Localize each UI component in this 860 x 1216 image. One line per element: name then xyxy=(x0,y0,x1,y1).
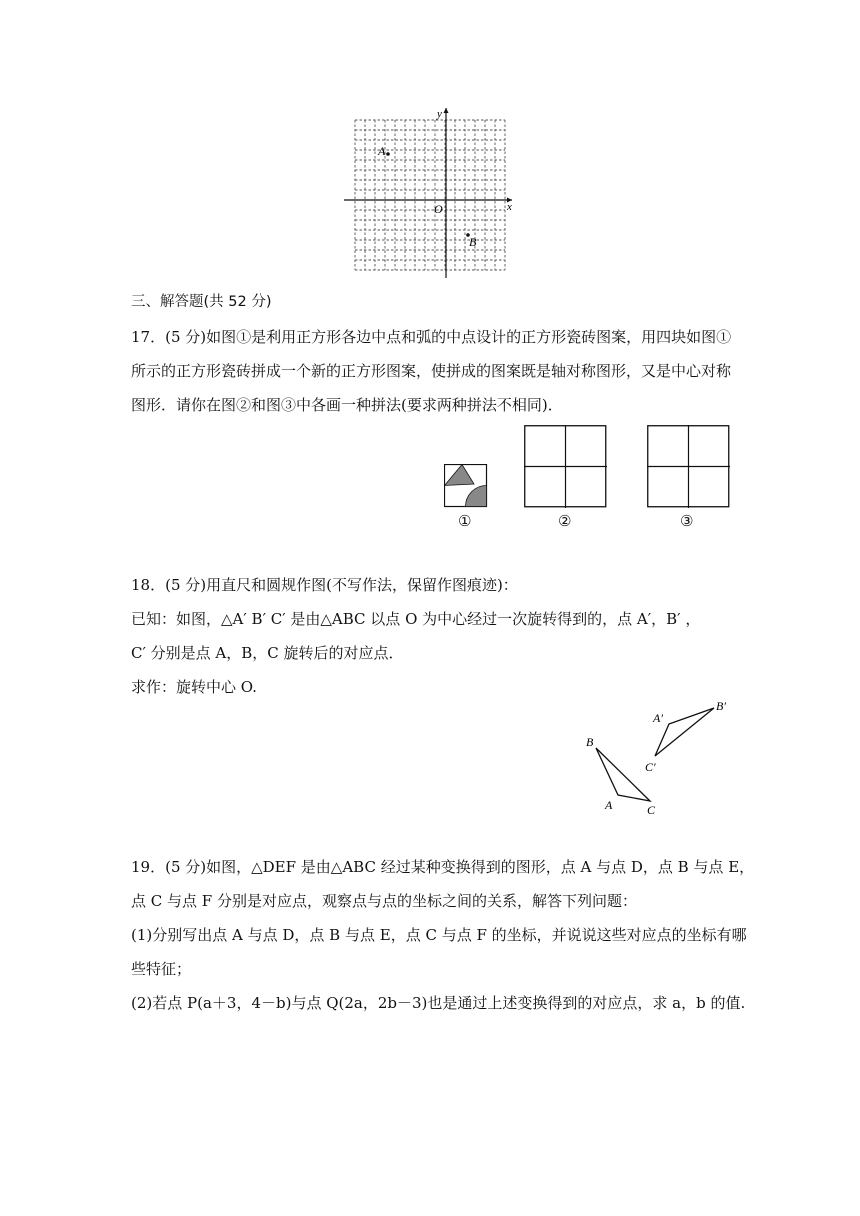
empty-square-figure-3 xyxy=(647,425,730,508)
q18-line-1: 18．(5 分)用直尺和圆规作图(不写作法，保留作图痕迹)： xyxy=(131,576,518,594)
q19-line-1: 19．(5 分)如图，△DEF 是由△ABC 经过某种变换得到的图形，点 A 与点 D，点 B 与点 E， xyxy=(131,858,755,876)
fig-label-1: ① xyxy=(458,512,472,530)
q17-line-3: 图形．请你在图②和图③中各画一种拼法(要求两种拼法不相同)． xyxy=(131,396,563,414)
q19-line-3: (1)分别写出点 A 与点 D，点 B 与点 E，点 C 与点 F 的坐标，并说说这些对应点的坐标有哪 xyxy=(131,926,747,944)
q18-line-3: C′ 分别是点 A，B，C 旋转后的对应点． xyxy=(131,644,404,662)
label-c-prime: C′ xyxy=(645,760,656,774)
rotation-triangles-figure xyxy=(580,695,740,825)
tile-figure-1 xyxy=(444,464,488,508)
q18-line-4: 求作：旋转中心 O. xyxy=(131,678,257,696)
q17-line-2: 所示的正方形瓷砖拼成一个新的正方形图案，使拼成的图案既是轴对称图形，又是中心对称 xyxy=(131,362,732,380)
y-axis-label: y xyxy=(437,108,442,120)
dashed-grid xyxy=(355,120,505,270)
q19-line-2: 点 C 与点 F 分别是对应点，观察点与点的坐标之间的关系，解答下列问题： xyxy=(131,892,637,910)
point-a-label: A xyxy=(378,144,386,158)
point-b-label: B xyxy=(469,235,477,249)
origin-label: O xyxy=(434,202,443,216)
fig-label-3: ③ xyxy=(680,512,694,530)
x-axis-label: x xyxy=(507,201,512,213)
triangle-a1b1c1 xyxy=(655,708,714,756)
point-a xyxy=(386,152,390,156)
empty-square-figure-2 xyxy=(524,425,607,508)
coordinate-grid-figure xyxy=(330,100,530,280)
q18-line-2: 已知：如图，△A′ B′ C′ 是由△ABC 以点 O 为中心经过一次旋转得到的，点 A′，B′ ， xyxy=(131,610,701,628)
label-b: B xyxy=(586,735,594,749)
q19-line-5: (2)若点 P(a＋3，4－b)与点 Q(2a，2b－3)也是通过上述变换得到的对应点，求 a，b 的值. xyxy=(131,994,746,1012)
q19-line-4: 些特征； xyxy=(131,960,192,978)
fig-label-2: ② xyxy=(558,512,572,530)
label-a: A xyxy=(605,798,613,812)
y-arrow-icon xyxy=(444,108,449,113)
q17-line-1: 17．(5 分)如图①是利用正方形各边中点和弧的中点设计的正方形瓷砖图案，用四块如图① xyxy=(131,328,732,346)
label-b-prime: B′ xyxy=(716,699,726,713)
label-a-prime: A′ xyxy=(653,711,663,725)
triangle-abc xyxy=(596,748,650,801)
section-title: 三、解答题(共 52 分) xyxy=(131,294,272,310)
label-c: C xyxy=(647,803,656,817)
